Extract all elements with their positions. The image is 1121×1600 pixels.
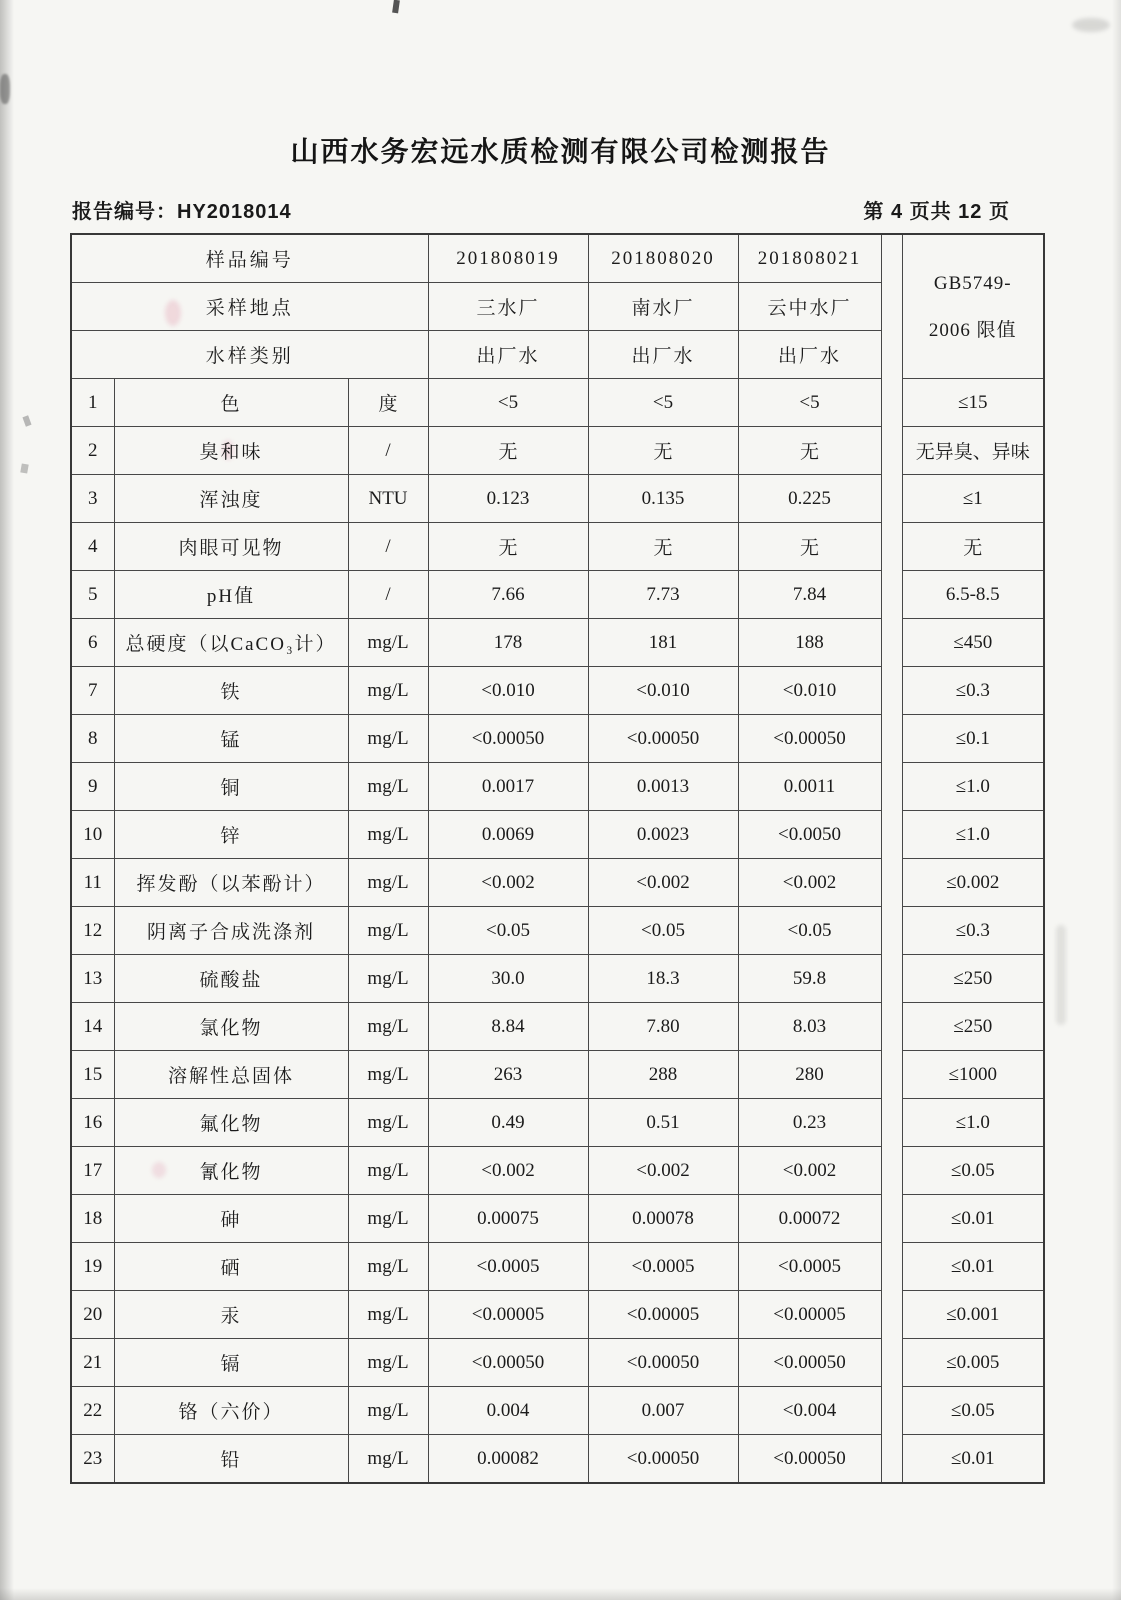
- sample-no-2-cell: 201808020: [588, 234, 738, 283]
- limit-value-cell: ≤1.0: [902, 811, 1044, 859]
- sample1-value-cell: 0.49: [428, 1099, 588, 1147]
- row-number-cell: 21: [71, 1339, 114, 1387]
- row-number-cell: 12: [71, 907, 114, 955]
- unit-cell: mg/L: [348, 1195, 428, 1243]
- page-title: 山西水务宏远水质检测有限公司检测报告: [290, 136, 831, 167]
- water-quality-results-table: [70, 233, 1045, 1484]
- sample2-value-cell: 0.0013: [588, 763, 738, 811]
- location-3-cell: 云中水厂: [738, 283, 881, 331]
- sample3-value-cell: 0.23: [738, 1099, 881, 1147]
- sample1-value-cell: <0.0005: [428, 1243, 588, 1291]
- scan-edge-shadow-left: [0, 0, 14, 1600]
- limit-header-line2: 2006 限值: [928, 319, 1017, 341]
- sample1-value-cell: 8.84: [428, 1003, 588, 1051]
- sample1-value-cell: <0.00050: [428, 715, 588, 763]
- limit-value-cell: ≤0.001: [902, 1291, 1044, 1339]
- row-number-cell: 11: [71, 859, 114, 907]
- sample1-value-cell: 无: [428, 523, 588, 571]
- limit-value-cell: ≤0.002: [902, 859, 1044, 907]
- limit-header-line1: GB5749-: [933, 272, 1012, 294]
- limit-value-cell: 无: [902, 523, 1044, 571]
- sample3-value-cell: 0.0011: [738, 763, 881, 811]
- row-number-cell: 3: [71, 475, 114, 523]
- unit-cell: mg/L: [348, 1243, 428, 1291]
- row-number-cell: 4: [71, 523, 114, 571]
- param-name-cell: 总硬度（以CaCO₃计）: [114, 619, 348, 667]
- row-number-cell: 22: [71, 1387, 114, 1435]
- sample-no-label-cell: 样品编号: [71, 234, 428, 283]
- param-name-cell: 镉: [114, 1339, 348, 1387]
- param-name-cell: 砷: [114, 1195, 348, 1243]
- sample2-value-cell: 7.80: [588, 1003, 738, 1051]
- limit-value-cell: 无异臭、异味: [902, 427, 1044, 475]
- sample-no-3-cell: 201808021: [738, 234, 881, 283]
- limit-value-cell: ≤1: [902, 475, 1044, 523]
- limit-value-cell: ≤0.3: [902, 667, 1044, 715]
- param-name-cell: 氰化物: [114, 1147, 348, 1195]
- sample2-value-cell: <5: [588, 379, 738, 427]
- param-name-cell: 硫酸盐: [114, 955, 348, 1003]
- unit-cell: mg/L: [348, 811, 428, 859]
- sample3-value-cell: <0.002: [738, 859, 881, 907]
- sample2-value-cell: <0.002: [588, 859, 738, 907]
- unit-cell: mg/L: [348, 1099, 428, 1147]
- table-gap-column: [881, 234, 902, 1483]
- sample2-value-cell: <0.00050: [588, 1435, 738, 1484]
- location-1-cell: 三水厂: [428, 283, 588, 331]
- sample3-value-cell: <0.004: [738, 1387, 881, 1435]
- row-number-cell: 5: [71, 571, 114, 619]
- row-number-cell: 20: [71, 1291, 114, 1339]
- param-name-cell: 锰: [114, 715, 348, 763]
- scan-artifact-mark: [22, 415, 31, 426]
- row-number-cell: 6: [71, 619, 114, 667]
- param-name-cell: pH值: [114, 571, 348, 619]
- sample1-value-cell: 178: [428, 619, 588, 667]
- param-name-cell: 汞: [114, 1291, 348, 1339]
- limit-value-cell: ≤0.3: [902, 907, 1044, 955]
- sample3-value-cell: <0.010: [738, 667, 881, 715]
- type-1-cell: 出厂水: [428, 331, 588, 379]
- row-number-cell: 8: [71, 715, 114, 763]
- param-name-cell: 浑浊度: [114, 475, 348, 523]
- sample2-value-cell: 7.73: [588, 571, 738, 619]
- report-meta-row: [72, 195, 1010, 224]
- unit-cell: mg/L: [348, 1003, 428, 1051]
- limit-value-cell: ≤1.0: [902, 1099, 1044, 1147]
- type-label-cell: 水样类别: [71, 331, 428, 379]
- param-name-cell: 铬（六价）: [114, 1387, 348, 1435]
- limit-value-cell: ≤0.01: [902, 1243, 1044, 1291]
- param-name-cell: 溶解性总固体: [114, 1051, 348, 1099]
- sample3-value-cell: <5: [738, 379, 881, 427]
- param-name-cell: 锌: [114, 811, 348, 859]
- row-number-cell: 16: [71, 1099, 114, 1147]
- sample3-value-cell: 188: [738, 619, 881, 667]
- sample3-value-cell: 7.84: [738, 571, 881, 619]
- param-name-cell: 铅: [114, 1435, 348, 1484]
- sample1-value-cell: <0.002: [428, 1147, 588, 1195]
- row-number-cell: 17: [71, 1147, 114, 1195]
- unit-cell: mg/L: [348, 1291, 428, 1339]
- param-name-cell: 硒: [114, 1243, 348, 1291]
- sample3-value-cell: 0.00072: [738, 1195, 881, 1243]
- sample2-value-cell: 288: [588, 1051, 738, 1099]
- sample1-value-cell: 263: [428, 1051, 588, 1099]
- sample1-value-cell: 7.66: [428, 571, 588, 619]
- sample3-value-cell: <0.0050: [738, 811, 881, 859]
- sample2-value-cell: <0.0005: [588, 1243, 738, 1291]
- sample1-value-cell: 0.00075: [428, 1195, 588, 1243]
- sample3-value-cell: 59.8: [738, 955, 881, 1003]
- location-2-cell: 南水厂: [588, 283, 738, 331]
- param-name-cell: 色: [114, 379, 348, 427]
- limit-value-cell: ≤250: [902, 1003, 1044, 1051]
- unit-cell: mg/L: [348, 1339, 428, 1387]
- sample2-value-cell: 0.51: [588, 1099, 738, 1147]
- limit-value-cell: ≤0.005: [902, 1339, 1044, 1387]
- sample3-value-cell: 8.03: [738, 1003, 881, 1051]
- sample-no-1-cell: 201808019: [428, 234, 588, 283]
- sample2-value-cell: <0.00005: [588, 1291, 738, 1339]
- limit-column-header: [902, 234, 1044, 379]
- unit-cell: /: [348, 427, 428, 475]
- sample2-value-cell: 181: [588, 619, 738, 667]
- scan-artifact-mark: [20, 463, 28, 473]
- unit-cell: mg/L: [348, 667, 428, 715]
- sample3-value-cell: <0.00005: [738, 1291, 881, 1339]
- type-3-cell: 出厂水: [738, 331, 881, 379]
- sample3-value-cell: <0.00050: [738, 1435, 881, 1484]
- unit-cell: NTU: [348, 475, 428, 523]
- limit-value-cell: ≤1.0: [902, 763, 1044, 811]
- row-number-cell: 23: [71, 1435, 114, 1484]
- row-number-cell: 7: [71, 667, 114, 715]
- sample2-value-cell: 无: [588, 523, 738, 571]
- sample2-value-cell: 0.007: [588, 1387, 738, 1435]
- limit-value-cell: ≤0.05: [902, 1387, 1044, 1435]
- row-number-cell: 9: [71, 763, 114, 811]
- sample1-value-cell: <0.00005: [428, 1291, 588, 1339]
- param-name-cell: 铁: [114, 667, 348, 715]
- report-number: [72, 195, 292, 224]
- sample3-value-cell: <0.00050: [738, 715, 881, 763]
- scan-artifact-mark: [1072, 18, 1110, 32]
- sample1-value-cell: 0.0017: [428, 763, 588, 811]
- row-number-cell: 1: [71, 379, 114, 427]
- unit-cell: mg/L: [348, 715, 428, 763]
- sample3-value-cell: 0.225: [738, 475, 881, 523]
- param-name-cell: 氯化物: [114, 1003, 348, 1051]
- row-number-cell: 2: [71, 427, 114, 475]
- sample1-value-cell: 0.0069: [428, 811, 588, 859]
- param-name-cell: 挥发酚（以苯酚计）: [114, 859, 348, 907]
- unit-cell: mg/L: [348, 1147, 428, 1195]
- row-number-cell: 15: [71, 1051, 114, 1099]
- unit-cell: mg/L: [348, 1051, 428, 1099]
- sample3-value-cell: <0.002: [738, 1147, 881, 1195]
- limit-value-cell: ≤0.01: [902, 1435, 1044, 1484]
- limit-value-cell: ≤250: [902, 955, 1044, 1003]
- sample2-value-cell: 0.00078: [588, 1195, 738, 1243]
- sample2-value-cell: <0.002: [588, 1147, 738, 1195]
- sample2-value-cell: 0.135: [588, 475, 738, 523]
- scan-edge-shadow-bottom: [0, 1588, 1121, 1600]
- sample2-value-cell: <0.05: [588, 907, 738, 955]
- sample3-value-cell: 无: [738, 427, 881, 475]
- unit-cell: mg/L: [348, 955, 428, 1003]
- row-number-cell: 19: [71, 1243, 114, 1291]
- sample1-value-cell: 0.004: [428, 1387, 588, 1435]
- param-name-cell: 氟化物: [114, 1099, 348, 1147]
- page-indicator: 第 4 页共 12 页: [863, 201, 1010, 223]
- sample3-value-cell: <0.0005: [738, 1243, 881, 1291]
- limit-value-cell: ≤0.05: [902, 1147, 1044, 1195]
- sample3-value-cell: <0.05: [738, 907, 881, 955]
- sample2-value-cell: 0.0023: [588, 811, 738, 859]
- unit-cell: /: [348, 571, 428, 619]
- sample1-value-cell: 无: [428, 427, 588, 475]
- row-number-cell: 13: [71, 955, 114, 1003]
- type-2-cell: 出厂水: [588, 331, 738, 379]
- param-name-cell: 铜: [114, 763, 348, 811]
- unit-cell: mg/L: [348, 1387, 428, 1435]
- param-name-cell: 阴离子合成洗涤剂: [114, 907, 348, 955]
- limit-value-cell: 6.5-8.5: [902, 571, 1044, 619]
- param-name-cell: 肉眼可见物: [114, 523, 348, 571]
- row-number-cell: 18: [71, 1195, 114, 1243]
- row-number-cell: 14: [71, 1003, 114, 1051]
- row-number-cell: 10: [71, 811, 114, 859]
- unit-cell: mg/L: [348, 859, 428, 907]
- unit-cell: 度: [348, 379, 428, 427]
- limit-value-cell: ≤1000: [902, 1051, 1044, 1099]
- scan-artifact-mark: [392, 0, 400, 13]
- sample3-value-cell: 无: [738, 523, 881, 571]
- sample2-value-cell: 18.3: [588, 955, 738, 1003]
- sample1-value-cell: <0.010: [428, 667, 588, 715]
- sample3-value-cell: 280: [738, 1051, 881, 1099]
- scan-artifact-streak: [1056, 925, 1066, 1025]
- sample1-value-cell: 0.123: [428, 475, 588, 523]
- sample2-value-cell: <0.00050: [588, 715, 738, 763]
- scan-edge-shadow-right: [1112, 0, 1121, 1600]
- sample2-value-cell: <0.010: [588, 667, 738, 715]
- unit-cell: mg/L: [348, 1435, 428, 1484]
- sample1-value-cell: 0.00082: [428, 1435, 588, 1484]
- unit-cell: mg/L: [348, 763, 428, 811]
- sample3-value-cell: <0.00050: [738, 1339, 881, 1387]
- param-name-cell: 臭和味: [114, 427, 348, 475]
- sample2-value-cell: <0.00050: [588, 1339, 738, 1387]
- unit-cell: mg/L: [348, 619, 428, 667]
- sample1-value-cell: <0.002: [428, 859, 588, 907]
- report-number-value: HY2018014: [177, 201, 292, 223]
- sample1-value-cell: <0.05: [428, 907, 588, 955]
- limit-value-cell: ≤15: [902, 379, 1044, 427]
- sample1-value-cell: 30.0: [428, 955, 588, 1003]
- unit-cell: mg/L: [348, 907, 428, 955]
- report-number-label: 报告编号：: [72, 201, 177, 223]
- limit-value-cell: ≤0.01: [902, 1195, 1044, 1243]
- sample2-value-cell: 无: [588, 427, 738, 475]
- header-row-sample-no: [71, 234, 1044, 283]
- limit-value-cell: ≤450: [902, 619, 1044, 667]
- location-label-cell: 采样地点: [71, 283, 428, 331]
- sample1-value-cell: <0.00050: [428, 1339, 588, 1387]
- sample1-value-cell: <5: [428, 379, 588, 427]
- scan-artifact-mark: [0, 74, 10, 104]
- unit-cell: /: [348, 523, 428, 571]
- limit-value-cell: ≤0.1: [902, 715, 1044, 763]
